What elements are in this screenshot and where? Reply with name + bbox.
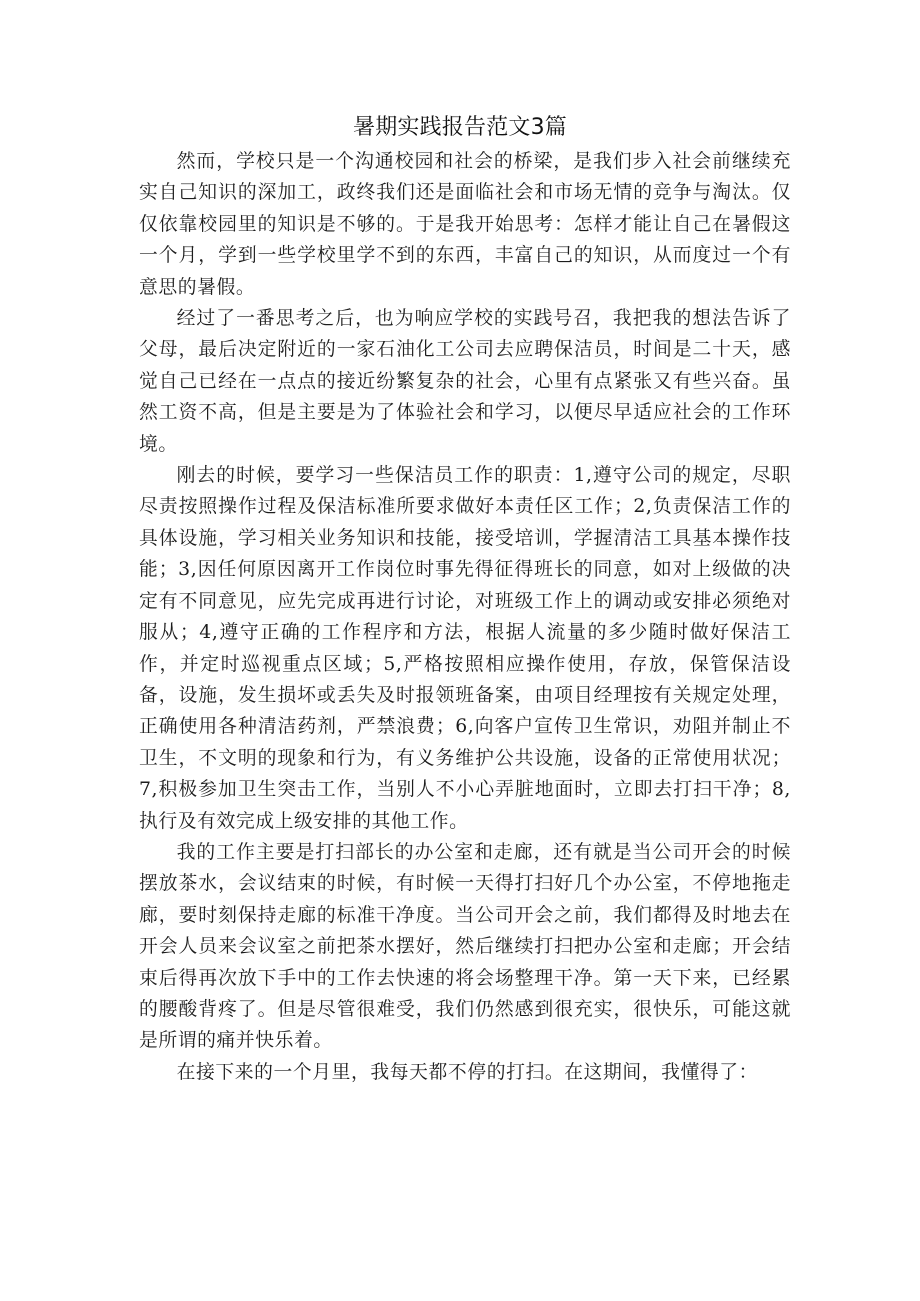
paragraph: 我的工作主要是打扫部长的办公室和走廊，还有就是当公司开会的时候摆放茶水，会议结束的时候，有时候一天得打扫好几个办公室，不停地拖走廊，要时刻保持走廊的标准干净度。当公司开会之前，我们都得及时地去在开会人员来会议室之前把茶水摆好，然后继续打扫把办公室和走廊；开会结束后得再次放下手中的工作去快速的将会场整理干净。第一天下来，已经累的腰酸背疼了。但是尽管很难受，我们仍然感到很充实，很快乐，可能这就是所谓的痛并快乐着。 xyxy=(139,841,791,1052)
document-body xyxy=(139,146,791,1088)
paragraph: 经过了一番思考之后，也为响应学校的实践号召，我把我的想法告诉了父母，最后决定附近的一家石油化工公司去应聘保洁员，时间是二十天，感觉自己已经在一点点的接近纷繁复杂的社会，心里有点紧张又有些兴奋。虽然工资不高，但是主要是为了体验社会和学习，以便尽早适应社会的工作环境。 xyxy=(139,308,791,455)
paragraph: 在接下来的一个月里，我每天都不停的打扫。在这期间，我懂得了： xyxy=(176,1061,759,1083)
paragraph: 刚去的时候，要学习一些保洁员工作的职责：1,遵守公司的规定，尽职尽责按照操作过程及保洁标准所要求做好本责任区工作；2,负责保洁工作的具体设施，学习相关业务知识和技能，接受培训，学握清洁工具基本操作技能；3,因任何原因离开工作岗位时事先得征得班长的同意，如对上级做的决定有不同意见，应先完成再进行讨论，对班级工作上的调动或安排必须绝对服从；4,遵守正确的工作程序和方法，根据人流量的多少随时做好保洁工作，并定时巡视重点区域；5,严格按照相应操作使用，存放，保管保洁设备，设施，发生损坏或丢失及时报领班备案，由项目经理按有关规定处理，正确使用各种清洁药剂，严禁浪费；6,向客户宣传卫生常识，劝阻并制止不卫生，不文明的现象和行为，有义务维护公共设施，设备的正常使用状况；7,积极参加卫生突击工作，当别人不小心弄脏地面时，立即去打扫干净；8,执行及有效完成上级安排的其他工作。 xyxy=(139,465,791,832)
paragraph: 然而，学校只是一个沟通校园和社会的桥梁，是我们步入社会前继续充实自己知识的深加工，政终我们还是面临社会和市场无情的竞争与淘汰。仅仅依靠校园里的知识是不够的。于是我开始思考：怎样才能让自己在暑假这一个月，学到一些学校里学不到的东西，丰富自己的知识，从而度过一个有意思的暑假。 xyxy=(139,151,791,298)
document-title: 暑期实践报告范文3篇 xyxy=(353,115,567,140)
